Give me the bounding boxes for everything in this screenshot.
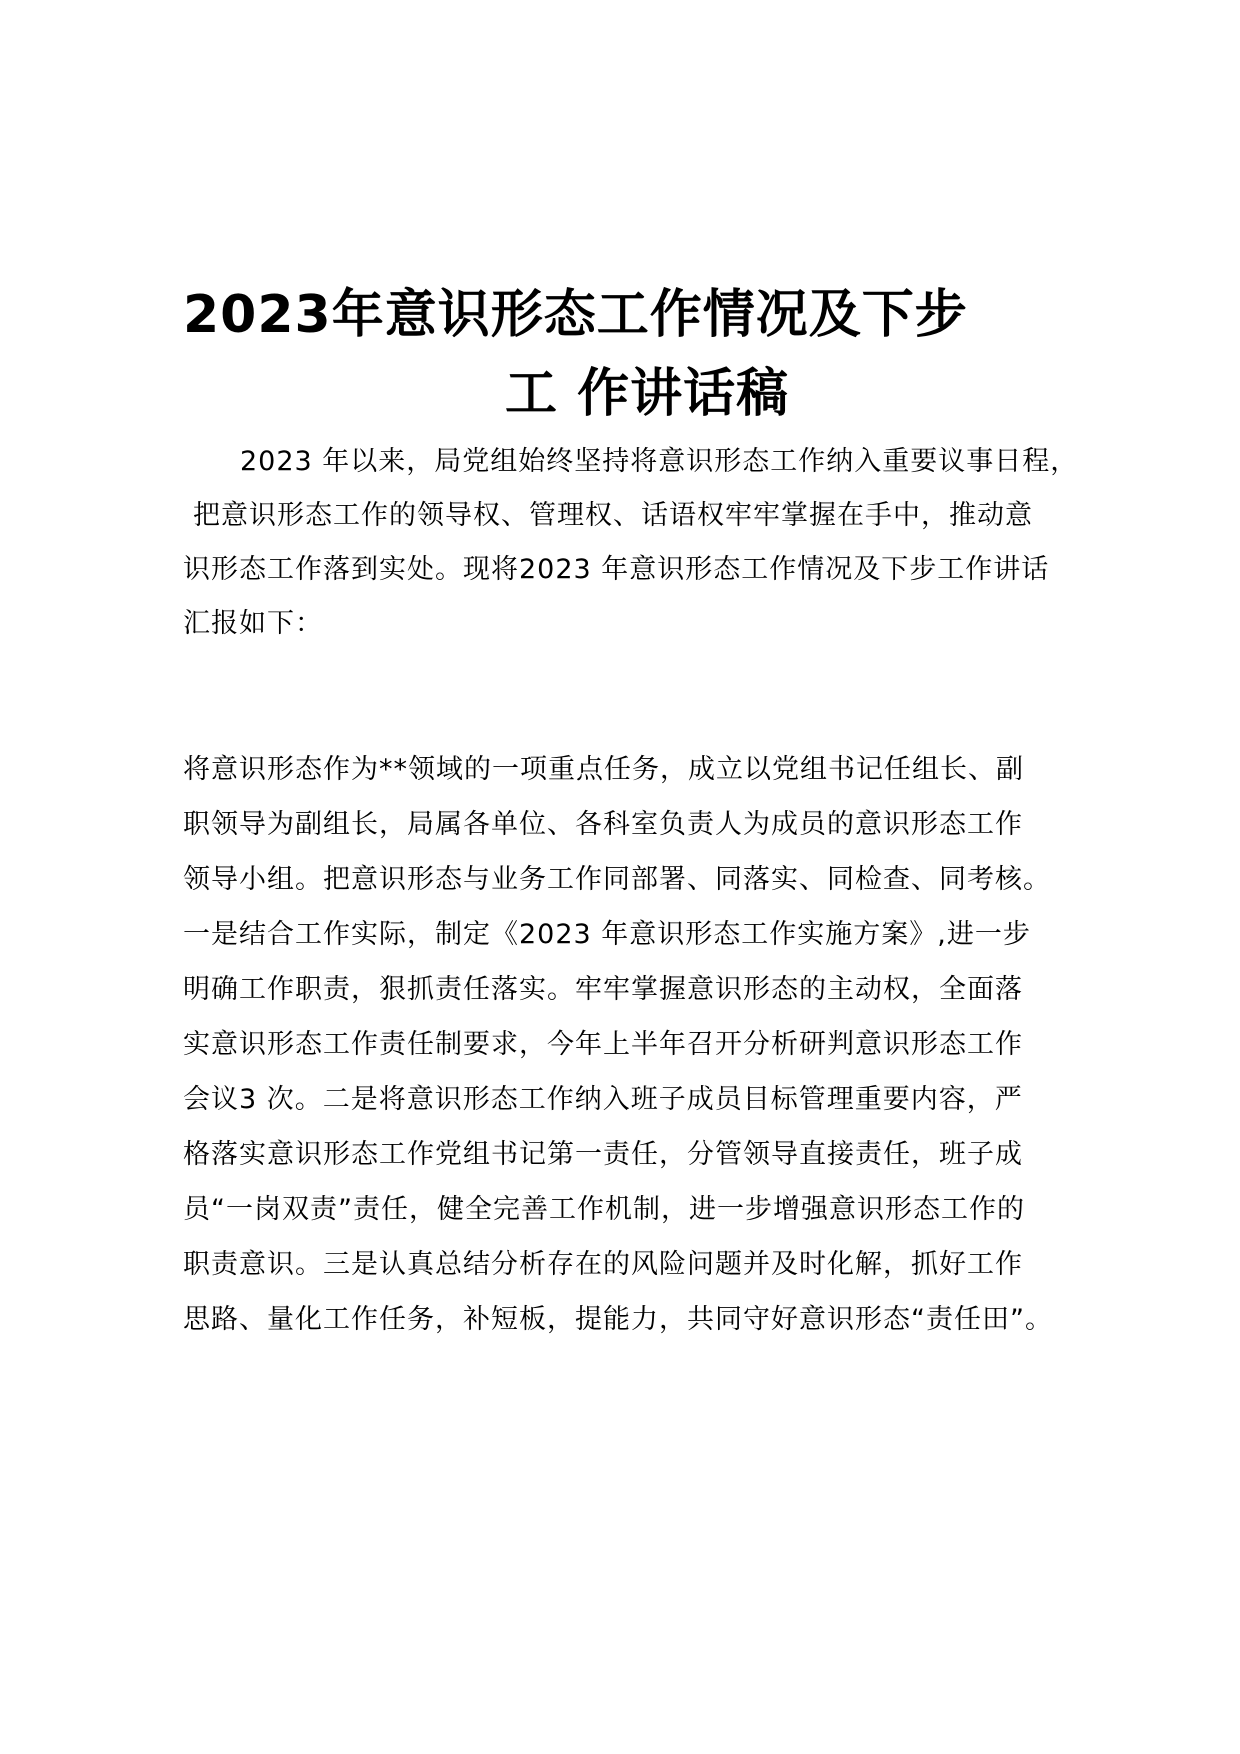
body-line: 将意识形态作为**领域的一项重点任务，成立以党组书记任组长、副 — [183, 754, 1024, 785]
body-line: 实意识形态工作责任制要求，今年上半年召开分析研判意识形态工作 — [183, 1029, 1023, 1060]
body-line: 员“一岗双责”责任，健全完善工作机制，进一步增强意识形态工作的 — [183, 1194, 1025, 1225]
document-title-line-2: 工 作讲话稿 — [505, 364, 790, 424]
intro-line: 识形态工作落到实处。现将2023 年意识形态工作情况及下步工作讲话 — [183, 554, 1050, 585]
intro-line: 2023 年以来，局党组始终坚持将意识形态工作纳入重要议事日程， — [240, 446, 1079, 477]
body-line: 领导小组。把意识形态与业务工作同部署、同落实、同检查、同考核。 — [183, 864, 1051, 895]
body-line: 一是结合工作实际，制定《2023 年意识形态工作实施方案》,进一步 — [183, 919, 1031, 950]
body-line: 会议3 次。二是将意识形态工作纳入班子成员目标管理重要内容，严 — [183, 1084, 1023, 1115]
body-line: 职责意识。三是认真总结分析存在的风险问题并及时化解，抓好工作 — [183, 1249, 1023, 1280]
body-line: 明确工作职责，狠抓责任落实。牢牢掌握意识形态的主动权，全面落 — [183, 974, 1023, 1005]
body-line: 思路、量化工作任务，补短板，提能力，共同守好意识形态“责任田”。 — [183, 1304, 1053, 1335]
body-line: 职领导为副组长，局属各单位、各科室负责人为成员的意识形态工作 — [183, 809, 1023, 840]
document-title-line-1: 2023年意识形态工作情况及下步 — [183, 285, 968, 345]
body-line: 格落实意识形态工作党组书记第一责任，分管领导直接责任，班子成 — [183, 1139, 1023, 1170]
intro-line: 汇报如下： — [183, 608, 323, 639]
intro-line: 把意识形态工作的领导权、管理权、话语权牢牢掌握在手中，推动意 — [193, 500, 1033, 531]
